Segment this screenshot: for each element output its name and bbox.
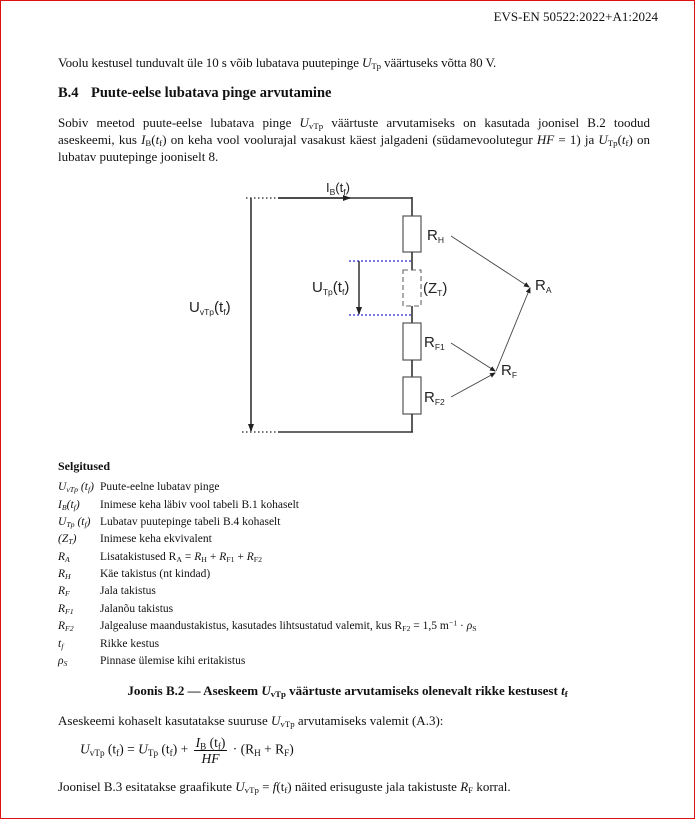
rf-to-ra-pointer: [496, 288, 530, 371]
tf-symbol: t: [621, 132, 626, 147]
intro-text-end: väärtuseks võtta 80 V.: [380, 55, 497, 70]
figure-caption: Joonis B.2 — Aseskeem $U_{vTp}$ väärtuste arvutamiseks olenevalt rikke kestusest $t_f$: [127, 683, 568, 700]
formula-a3: $U_{vTp}$ $(t_f) = U_{Tp}$ $(t_f)$ + $\frac{I_B (t_f)}{HF}$ · $(R_H + R_F)$: [80, 735, 294, 766]
legend-symbol: $I_B(t_f)$: [58, 499, 80, 512]
paragraph-text: = 1) ja: [554, 132, 599, 147]
legend-symbol: $\rho_S$: [58, 655, 68, 668]
legend-definition: Inimese keha läbiv vool tabeli B.1 kohaselt: [100, 499, 299, 511]
utp-symbol: U: [362, 55, 372, 70]
rf2-to-rf-pointer: [451, 373, 495, 397]
label-ib: $I_B(t_f)$: [326, 180, 350, 197]
resistor-rh: [403, 216, 421, 252]
legend-symbol: $R_A$: [58, 551, 70, 564]
document-id-header: EVS-EN 50522:2022+A1:2024: [493, 9, 658, 24]
closing-sentence: Joonisel B.3 esitatakse graafikute $U_{vTp} = f(t_f)$ näited erisuguste jala takistuste $R_F$ korral.: [58, 779, 511, 796]
paragraph-text: on lubatav puutepinge jooniselt 8.: [58, 132, 651, 164]
utp-subscript: Tp: [371, 61, 381, 72]
legend-symbol: $(Z_T)$: [58, 533, 77, 546]
tf-sub: f: [625, 138, 629, 149]
legend-symbol: $R_F$: [58, 585, 70, 598]
legend-definition: Rikke kestus: [100, 638, 160, 650]
label-ra: $R_A$: [535, 277, 552, 295]
section-title: Puute-eelse lubatava pinge arvutamine: [91, 85, 332, 101]
top-wire: [246, 197, 412, 216]
legend-title: Selgitused: [58, 459, 111, 473]
label-zt: $(Z_T)$: [423, 280, 448, 298]
legend-symbol: $U_{Tp}$ $(t_f)$: [58, 516, 91, 529]
label-uvtp: $U_{vTp}(t_f)$: [189, 299, 231, 317]
tf-sub: f: [159, 138, 163, 149]
legend-symbol: $R_{F2}$: [58, 620, 74, 633]
intro-text: Voolu kestusel tunduvalt üle 10 s võib lubatava puutepinge: [58, 55, 363, 70]
legend-definition: Jalanõu takistus: [100, 603, 174, 615]
legend-symbol: $U_{vTp}$ $(t_f)$: [58, 481, 94, 494]
legend-symbol: $t_f$: [58, 638, 64, 651]
legend-definition: Puute-eelne lubatav pinge: [100, 481, 220, 493]
label-rf: $R_F$: [501, 362, 518, 380]
legend-symbol: $R_H$: [58, 568, 71, 581]
section-number: B.4: [58, 85, 79, 101]
legend-definition: Käe takistus (nt kindad): [100, 568, 211, 580]
legend-symbol: $R_{F1}$: [58, 603, 74, 616]
method-paragraph: Sobiv meetod puute-eelse lubatava pinge $U_{vTp}$ väärtuste arvutamiseks on kasutada joonisel B.2 toodud aseskeemi, kus $I_B(t_f)$ on keha vool voolurajal vasakust käest jalgadeni (südamevoolutegur HF = 1) ja $U_{Tp}(t_f)$ on lubatav puutepinge jooniselt 8.: [58, 115, 651, 164]
ib-symbol: I: [141, 132, 146, 147]
legend-definition: Inimese keha ekvivalent: [100, 533, 212, 545]
label-rf2: $R_{F2}$: [424, 389, 445, 407]
paragraph-text: Sobiv meetod puute-eelse lubatava pinge: [58, 115, 300, 130]
formula-intro: Aseskeemi kohaselt kasutatakse suuruse $U_{vTp}$ arvutamiseks valemit (A.3):: [58, 713, 444, 730]
legend-definition: Lubatav puutepinge tabeli B.4 kohaselt: [100, 516, 281, 528]
legend-definition: Pinnase ülemise kihi eritakistus: [100, 655, 246, 667]
uvtp-sub: vTp: [308, 121, 324, 132]
ib-sub: B: [145, 138, 152, 149]
hf-symbol: HF: [536, 132, 555, 147]
rf1-to-rf-pointer: [451, 343, 495, 371]
tf-symbol: t: [155, 132, 160, 147]
legend-definition: Jalgealuse maandustakistus, kasutades lihtsustatud valemit, kus $R_{F2} = 1,5$ $m^{-1} \cdot \rho_S$: [100, 618, 477, 633]
legend-definition: Jala takistus: [100, 585, 156, 597]
label-rh: $R_H$: [427, 227, 444, 245]
label-utp: $U_{Tp}(t_f)$: [312, 279, 350, 297]
paragraph-text: on keha vool voolurajal vasakust käest jalgadeni (südamevoolutegur: [166, 132, 537, 147]
rh-to-ra-pointer: [451, 236, 529, 287]
label-rf1: $R_{F1}$: [424, 334, 445, 352]
resistor-rf1: [403, 323, 421, 360]
paragraph-text: väärtuste arvutamiseks on kasutada joonisel B.2 toodud aseskeemi, kus: [58, 115, 650, 147]
utp-sub: Tp: [607, 138, 618, 149]
body-impedance-zt: [403, 270, 421, 306]
legend-definition: Lisatakistused $R_A = R_H + R_{F1} + R_{F2}$: [100, 551, 263, 564]
uvtp-symbol: U: [299, 115, 309, 130]
utp-symbol: U: [598, 132, 608, 147]
formula-fraction: $\frac{I_B (t_f)}{HF}$: [195, 735, 226, 766]
resistor-rf2: [403, 377, 421, 414]
